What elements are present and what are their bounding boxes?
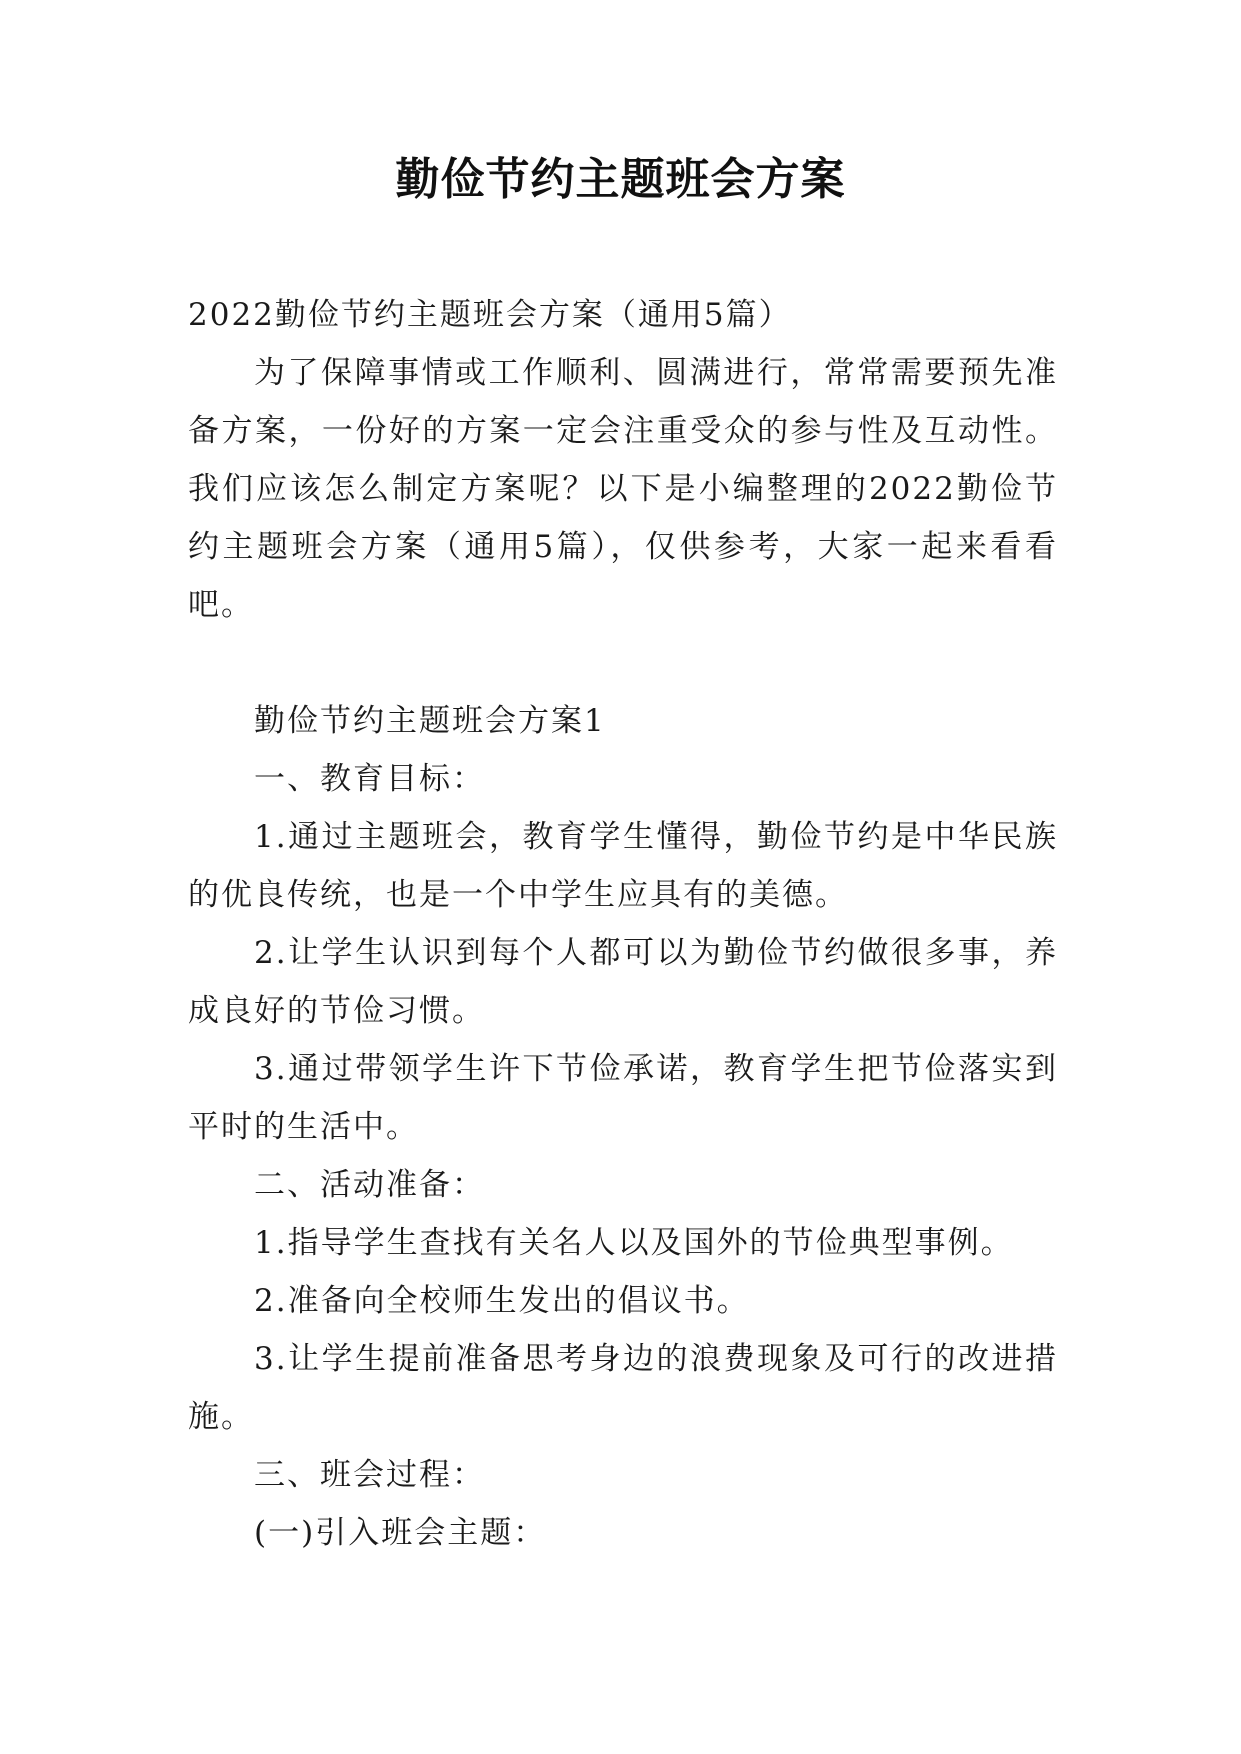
- process-heading: 三、班会过程：: [254, 1457, 485, 1493]
- goals-heading: 一、教育目标：: [254, 761, 485, 797]
- document-body: [188, 286, 1058, 1562]
- intro-paragraph: 为了保障事情或工作顺利、圆满进行，常常需要预先准备方案，一份好的方案一定会注重受众的参与性及互动性。我们应该怎么制定方案呢？以下是小编整理的2022勤俭节约主题班会方案（通用5篇），仅供参考，大家一起来看看吧。: [188, 355, 1058, 623]
- paragraph-spacer: [188, 634, 1058, 692]
- document-subtitle: 2022勤俭节约主题班会方案（通用5篇）: [188, 297, 792, 333]
- preparation-item-1: 1.指导学生查找有关名人以及国外的节俭典型事例。: [254, 1225, 1014, 1261]
- document-title: 勤俭节约主题班会方案: [395, 154, 846, 205]
- preparation-heading: 二、活动准备：: [254, 1167, 485, 1203]
- goal-item-1: 1.通过主题班会，教育学生懂得，勤俭节约是中华民族的优良传统，也是一个中学生应具有的美德。: [188, 819, 1058, 913]
- goal-item-3: 3.通过带领学生许下节俭承诺，教育学生把节俭落实到平时的生活中。: [188, 1051, 1058, 1145]
- process-step-1: (一)引入班会主题：: [254, 1515, 547, 1551]
- section-title: 勤俭节约主题班会方案1: [254, 703, 606, 739]
- preparation-item-3: 3.让学生提前准备思考身边的浪费现象及可行的改进措施。: [188, 1341, 1058, 1435]
- preparation-item-2: 2.准备向全校师生发出的倡议书。: [254, 1283, 750, 1319]
- goal-item-2: 2.让学生认识到每个人都可以为勤俭节约做很多事，养成良好的节俭习惯。: [188, 935, 1058, 1029]
